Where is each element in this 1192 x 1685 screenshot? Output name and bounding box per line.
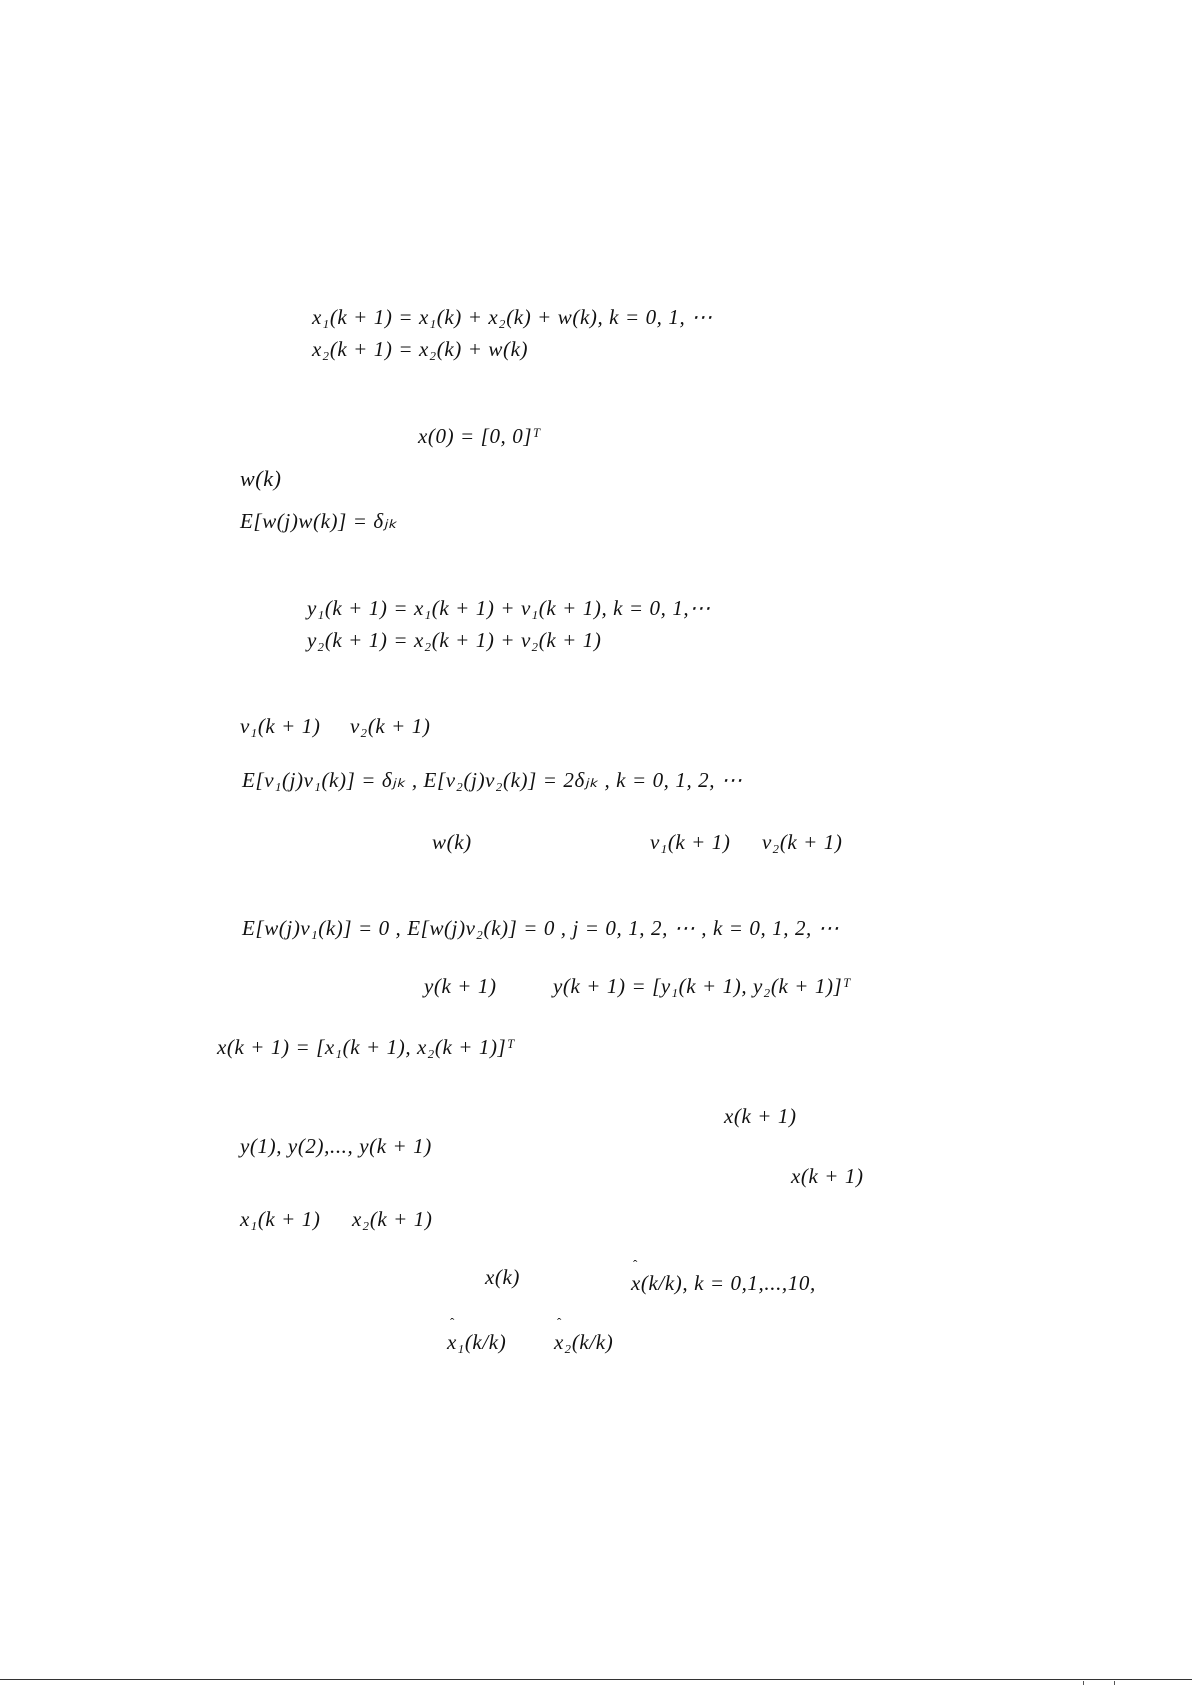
cross-covariance: E[w(j)v₁(k)] = 0 , E[w(j)v₂(k)] = 0 , j = 0, 1, 2, ⋯ , k = 0, 1, 2, ⋯ [242,916,840,940]
state-component-x1: x₁(k + 1) [240,1207,321,1231]
measurement-symbol: y(k + 1) [424,974,497,998]
page-bottom-rule [0,1679,1192,1680]
filter-estimate: x(k/k), k = 0,1,...,10, [631,1271,816,1295]
measurement-vector: y(k + 1) = [y₁(k + 1), y₂(k + 1)]ᵀ [553,974,852,998]
initial-condition: x(0) = [0, 0]ᵀ [418,424,541,448]
estimate-component-x2: x₂(k/k) [554,1330,614,1354]
state-equation-2: x₂(k + 1) = x₂(k) + w(k) [312,337,529,361]
state-vector: x(k + 1) = [x₁(k + 1), x₂(k + 1)]ᵀ [217,1035,516,1059]
estimate-target-1: x(k + 1) [724,1104,797,1128]
hat-mark: ˆ [633,1257,638,1272]
page-corner-mark [1083,1681,1115,1685]
measurement-noise-v2: v₂(k + 1) [350,714,431,738]
hat-mark: ˆ [557,1315,562,1330]
hat-mark: ˆ [450,1315,455,1330]
state-component-x2: x₂(k + 1) [352,1207,433,1231]
independence-v2: v₂(k + 1) [762,830,843,854]
measurement-noise-v1: v₁(k + 1) [240,714,321,738]
measurement-equation-1: y₁(k + 1) = x₁(k + 1) + v₁(k + 1), k = 0, 1,⋯ [307,596,711,620]
measurement-noise-covariance: E[v₁(j)v₁(k)] = δⱼₖ , E[v₂(j)v₂(k)] = 2δⱼₖ , k = 0, 1, 2, ⋯ [242,768,743,792]
observation-sequence: y(1), y(2),..., y(k + 1) [240,1134,432,1158]
process-noise-covariance: E[w(j)w(k)] = δⱼₖ [240,509,398,533]
measurement-equation-2: y₂(k + 1) = x₂(k + 1) + v₂(k + 1) [307,628,602,652]
process-noise-symbol: w(k) [240,466,282,491]
independence-w: w(k) [432,830,472,854]
independence-v1: v₁(k + 1) [650,830,731,854]
state-equation-1: x₁(k + 1) = x₁(k) + x₂(k) + w(k), k = 0, 1, ⋯ [312,305,713,329]
estimate-target-2: x(k + 1) [791,1164,864,1188]
estimate-component-x1: x₁(k/k) [447,1330,507,1354]
filter-state: x(k) [485,1265,521,1289]
